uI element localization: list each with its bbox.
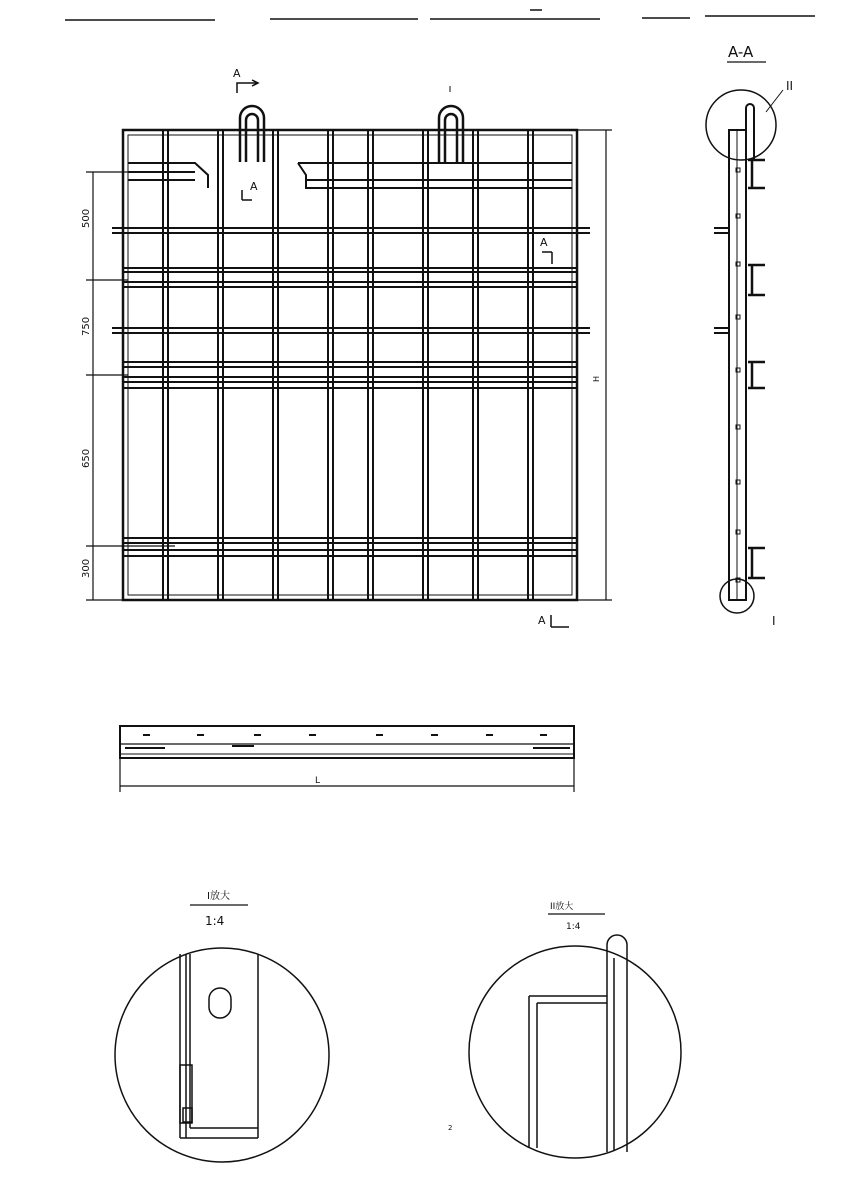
dim-650: 650 <box>81 448 92 468</box>
dim-height: H <box>592 375 601 382</box>
cut-label-bottom: A <box>538 614 546 627</box>
lifting-lug-right <box>439 106 463 162</box>
cut-label-mid: A <box>250 180 258 193</box>
dim-750: 750 <box>81 316 92 336</box>
front-view-gate <box>86 80 612 627</box>
detail-ii-title: II放大 <box>550 902 574 912</box>
right-dimension-height <box>577 130 612 600</box>
detail-i-title: I放大 <box>207 891 230 902</box>
vertical-ribs <box>163 130 533 600</box>
detail-label-ii: II <box>786 79 794 93</box>
section-view-aa <box>706 62 783 613</box>
detail-label-i: I <box>772 614 776 628</box>
sheet-top-border <box>65 10 815 20</box>
detail-i-scale: 1:4 <box>205 914 225 928</box>
gate-outer-frame <box>123 130 577 600</box>
top-members <box>128 163 572 188</box>
detail-circle-ii <box>706 90 776 160</box>
detail-ii-enlarged <box>469 914 681 1158</box>
horizontal-beams <box>112 228 590 556</box>
cut-label-top: A <box>233 67 241 80</box>
section-title: A-A <box>728 43 754 61</box>
lifting-lug-left <box>240 106 264 162</box>
cut-label-right: A <box>540 236 548 249</box>
detail-ii-scale: 1:4 <box>566 922 581 932</box>
dim-300: 300 <box>81 558 92 578</box>
left-dimension-chain <box>86 172 175 600</box>
plan-view <box>120 726 574 792</box>
dim-length: L <box>315 776 321 786</box>
page-mark: 2 <box>448 1124 453 1132</box>
detail-i-enlarged <box>115 905 329 1162</box>
dim-500: 500 <box>81 208 92 228</box>
